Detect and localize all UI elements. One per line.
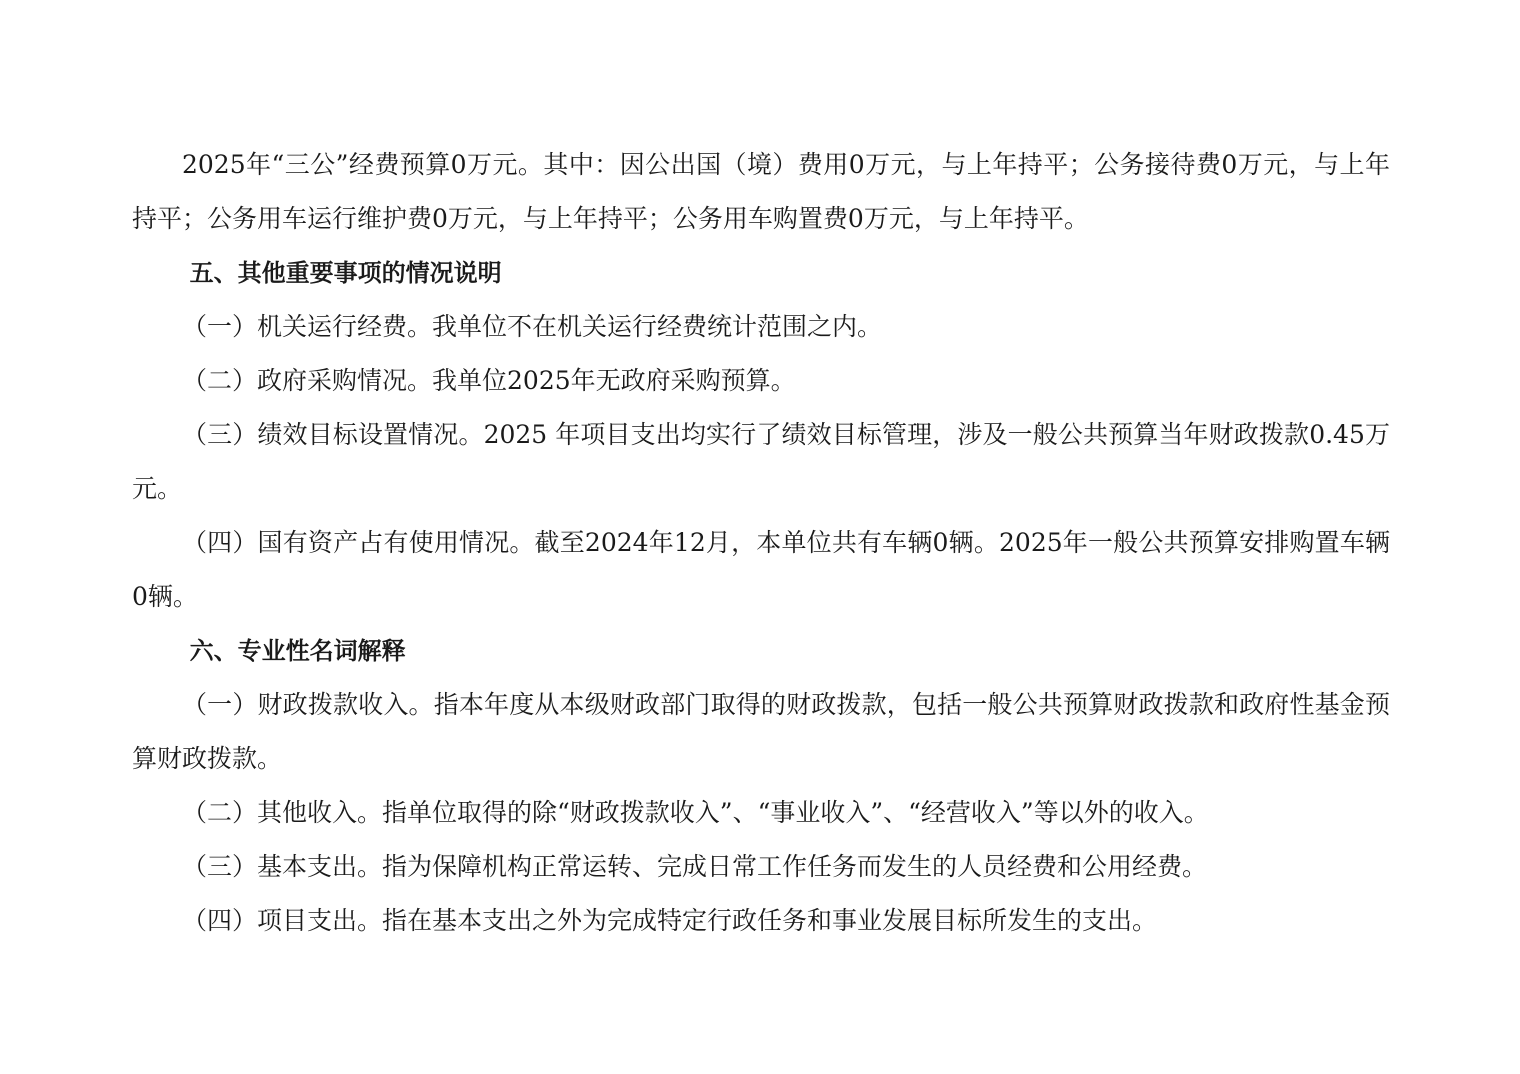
section-five-item-2: （二）政府采购情况。我单位2025年无政府采购预算。 bbox=[182, 366, 796, 395]
section-six-item-3 bbox=[132, 840, 1390, 894]
section-six-item-4 bbox=[132, 894, 1390, 948]
definition-text: 。指单位取得的除“财政拨款收入”、“事业收入”、“经营收入”等以外的收入。 bbox=[357, 798, 1209, 827]
term-project-expenditure: （四）项目支出 bbox=[182, 906, 358, 935]
section-six-item-2 bbox=[132, 786, 1390, 840]
definition-text: 。指在基本支出之外为完成特定行政任务和事业发展目标所发生的支出。 bbox=[357, 906, 1158, 935]
section-five-item-4: （四）国有资产占有使用情况。截至2024年12月，本单位共有车辆0辆。2025年一般公共预算安排购置车辆0辆。 bbox=[132, 528, 1390, 611]
definition-text: 。指为保障机构正常运转、完成日常工作任务而发生的人员经费和公用经费。 bbox=[357, 852, 1208, 881]
three-public-expenses-paragraph: 2025年“三公”经费预算0万元。其中：因公出国（境）费用0万元，与上年持平；公务接待费0万元，与上年持平；公务用车运行维护费0万元，与上年持平；公务用车购置费0万元，与上年持平。 bbox=[132, 150, 1390, 233]
term-basic-expenditure: （三）基本支出 bbox=[182, 852, 358, 881]
section-six-item-1 bbox=[132, 678, 1390, 786]
document-page bbox=[132, 138, 1390, 948]
term-other-income: （二）其他收入 bbox=[182, 798, 358, 827]
term-fiscal-appropriation-income: （一）财政拨款收入 bbox=[182, 690, 409, 719]
definition-text: 。指本年度从本级财政部门取得的财政拨款，包括一般公共预算财政拨款和政府性基金预算财政拨款。 bbox=[132, 690, 1390, 773]
section-five-item-1: （一）机关运行经费。我单位不在机关运行经费统计范围之内。 bbox=[182, 312, 883, 341]
section-five-item-3: （三）绩效目标设置情况。2025 年项目支出均实行了绩效目标管理，涉及一般公共预算当年财政拨款0.45万元。 bbox=[132, 420, 1390, 503]
section-five-heading: 五、其他重要事项的情况说明 bbox=[189, 259, 502, 287]
section-six-heading: 六、专业性名词解释 bbox=[189, 637, 406, 665]
